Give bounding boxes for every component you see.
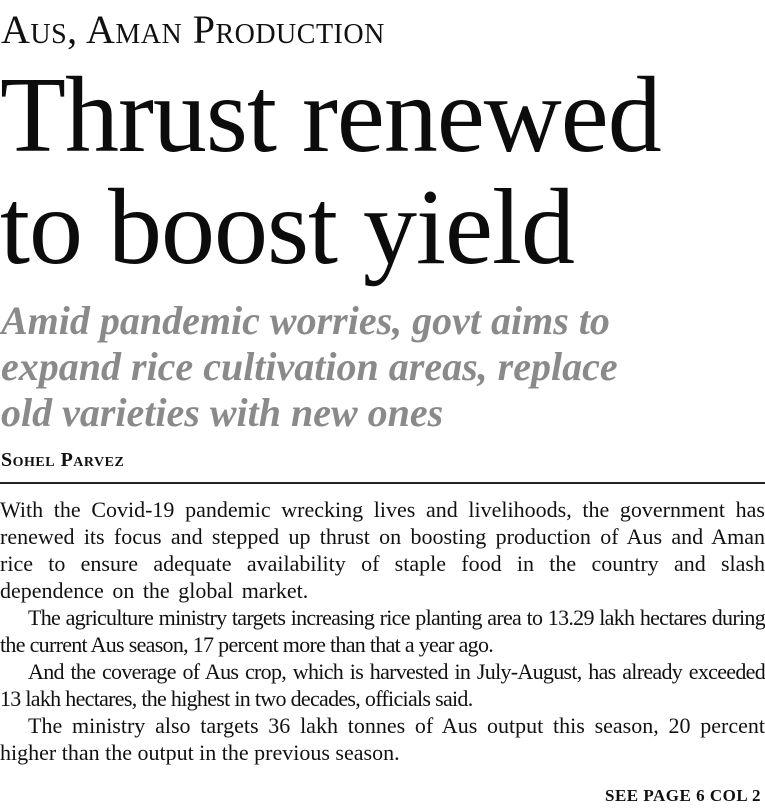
paragraph: The ministry also targets 36 lakh tonnes of Aus output this season, 20 percent higher than the output in the previous season. [0,713,765,765]
continued-jump-line[interactable]: SEE PAGE 6 COL 2 [605,786,761,805]
article-body [0,496,765,766]
deck-line: old varieties with new ones [1,390,444,435]
kicker-label: Aus, Aman Production [1,7,385,52]
paragraph: The agriculture ministry targets increasing rice planting area to 13.29 lakh hectares during the current Aus season, 17 percent more than that a year ago. [0,605,765,657]
headline-line: Thrust renewed [0,56,661,175]
paragraph: And the coverage of Aus crop, which is harvested in July-August, has already exceeded 13 lakh hectares, the highest in two decades, officials said. [0,659,765,711]
deck-line: expand rice cultivation areas, replace [1,344,618,389]
deck-subheadline [1,298,765,436]
divider-rule [0,482,765,484]
paragraph: With the Covid-19 pandemic wrecking lives and livelihoods, the government has renewed its focus and stepped up thrust on boosting production of Aus and Aman rice to ensure adequate availability of staple food in the country and slash dependence on the global market. [0,497,765,603]
byline: Sohel Parvez [1,449,125,471]
headline [0,56,765,287]
deck-line: Amid pandemic worries, govt aims to [1,298,610,343]
headline-line: to boost yield [0,168,574,287]
